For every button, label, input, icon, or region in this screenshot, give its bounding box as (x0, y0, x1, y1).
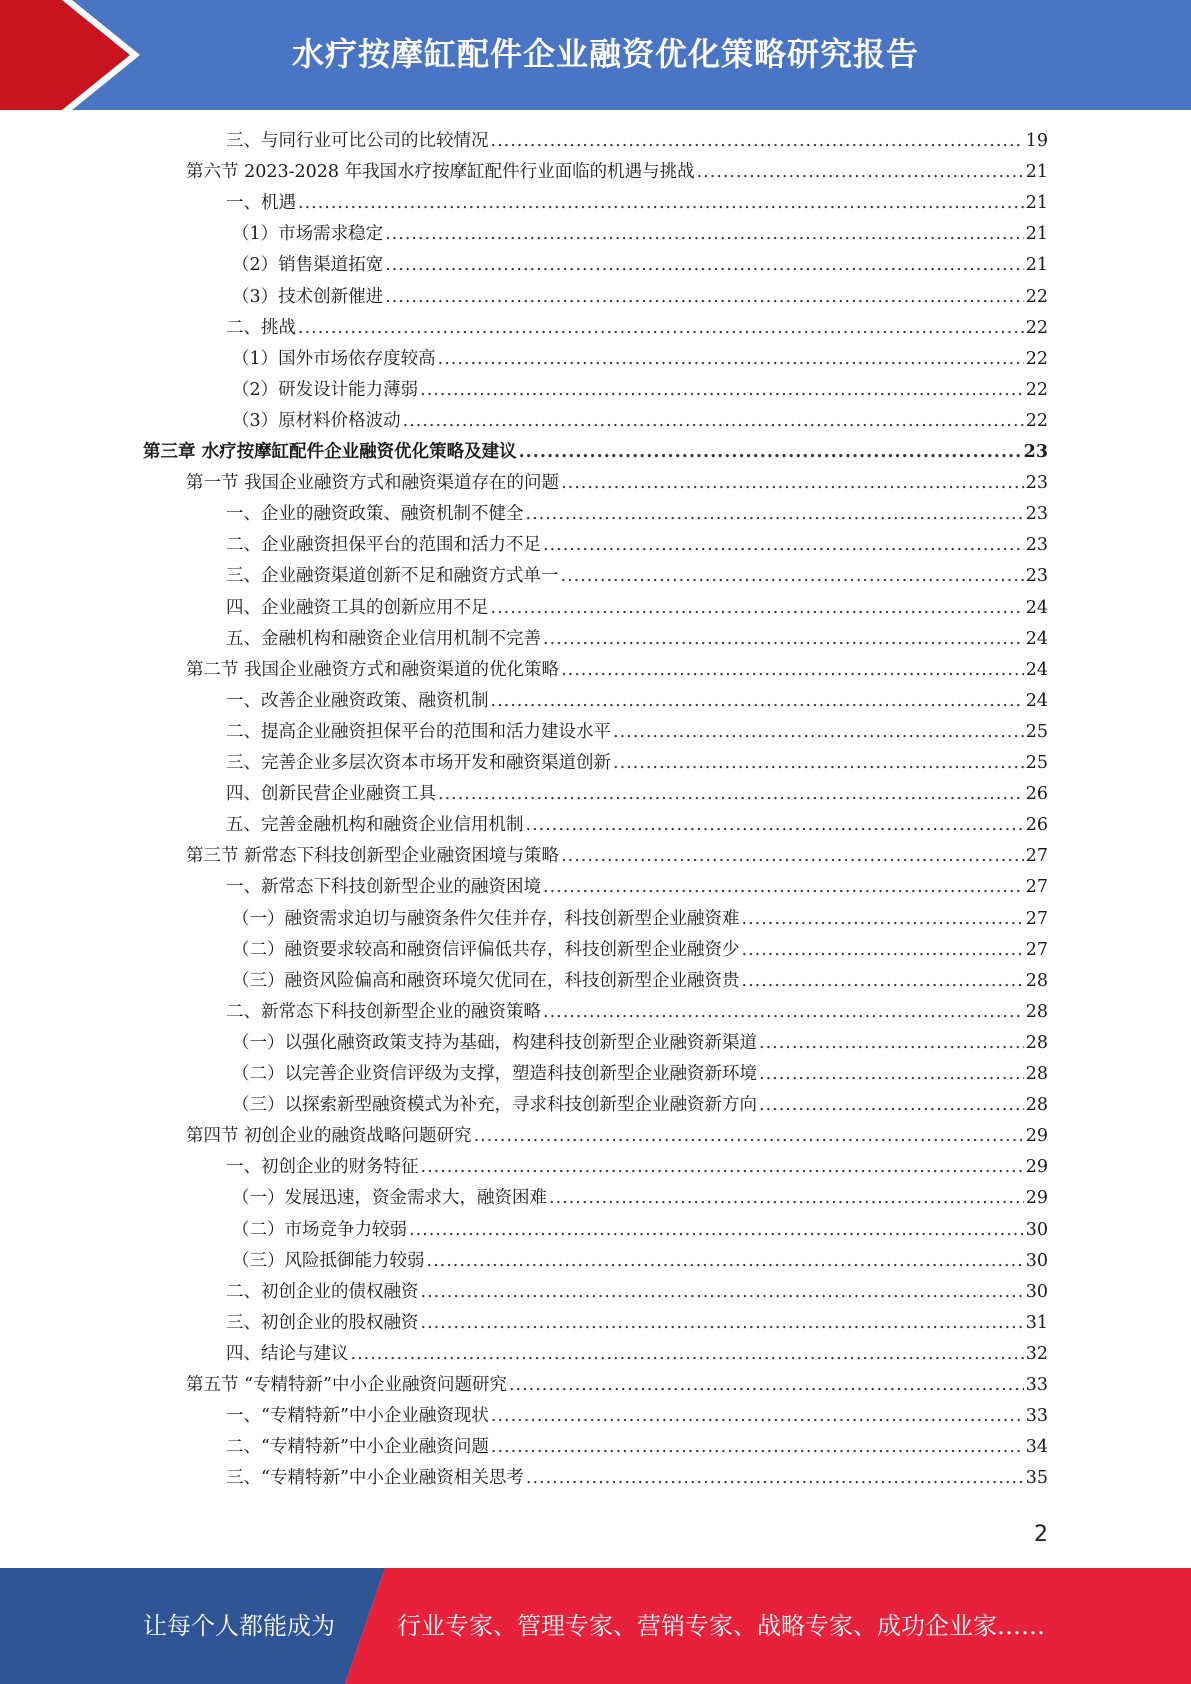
toc-entry-page: 30 (1025, 1281, 1048, 1302)
toc-leader-dots (759, 1033, 1024, 1053)
toc-leader-dots (491, 1406, 1024, 1426)
toc-entry-page: 29 (1025, 1188, 1048, 1209)
toc-entry[interactable] (232, 376, 1048, 407)
toc-entry-title: 二、新常态下科技创新型企业的融资策略 (226, 1001, 541, 1022)
toc-entry[interactable] (232, 905, 1048, 936)
toc-leader-dots (298, 318, 1024, 338)
toc-leader-dots (561, 566, 1024, 586)
toc-entry-page: 26 (1025, 815, 1048, 836)
toc-leader-dots (561, 473, 1024, 493)
toc-entry-page: 27 (1025, 908, 1048, 929)
toc-entry[interactable] (232, 1216, 1048, 1247)
toc-entry-title: 一、初创企业的财务特征 (226, 1157, 419, 1178)
toc-entry[interactable] (232, 1029, 1048, 1060)
toc-entry-page: 28 (1025, 1001, 1048, 1022)
toc-entry-page: 21 (1025, 193, 1048, 214)
toc-entry[interactable] (226, 780, 1048, 811)
toc-entry[interactable] (186, 1122, 1048, 1153)
toc-entry[interactable] (186, 1371, 1048, 1402)
toc-entry-page: 28 (1025, 1032, 1048, 1053)
footer-slogan-left: 让每个人都能成为 (143, 1612, 335, 1640)
toc-leader-dots (438, 784, 1024, 804)
toc-entry-title: 第二节 我国企业融资方式和融资渠道的优化策略 (186, 659, 560, 680)
toc-entry-title: 第三节 新常态下科技创新型企业融资困境与策略 (186, 846, 560, 867)
toc-entry-title: 一、机遇 (226, 193, 296, 214)
toc-entry[interactable] (232, 936, 1048, 967)
toc-entry-page: 28 (1025, 970, 1048, 991)
toc-entry-title: 一、“专精特新”中小企业融资现状 (226, 1406, 489, 1427)
toc-entry[interactable] (226, 531, 1048, 562)
toc-entry[interactable] (226, 1153, 1048, 1184)
toc-leader-dots (491, 131, 1024, 151)
toc-entry[interactable] (226, 1402, 1048, 1433)
toc-entry-title: 第五节 “专精特新”中小企业融资问题研究 (186, 1375, 507, 1395)
toc-entry[interactable] (232, 967, 1048, 998)
toc-entry[interactable] (226, 749, 1048, 780)
footer-slogan-right: 行业专家、管理专家、营销专家、战略专家、成功企业家…… (397, 1612, 1045, 1640)
page-header (0, 0, 1191, 110)
toc-entry[interactable] (186, 158, 1048, 189)
toc-leader-dots (351, 1344, 1024, 1364)
toc-entry[interactable] (226, 1433, 1048, 1464)
toc-entry[interactable] (226, 811, 1048, 842)
toc-leader-dots (543, 877, 1024, 897)
toc-leader-dots (561, 660, 1024, 680)
toc-leader-dots (474, 1126, 1024, 1146)
toc-entry[interactable] (226, 1278, 1048, 1309)
toc-entry[interactable] (232, 220, 1048, 251)
toc-leader-dots (759, 1095, 1024, 1115)
toc-entry-page: 29 (1025, 1157, 1048, 1178)
toc-entry-title: 三、初创企业的股权融资 (226, 1312, 419, 1333)
toc-leader-dots (697, 162, 1024, 182)
report-title: 水疗按摩缸配件企业融资优化策略研究报告 (291, 35, 919, 73)
toc-entry-title: 第三章 水疗按摩缸配件企业融资优化策略及建议 (143, 442, 517, 462)
toc-entry-page: 23 (1025, 535, 1048, 556)
toc-entry-title: （一）发展迅速，资金需求大，融资困难 (232, 1188, 547, 1209)
toc-leader-dots (420, 380, 1024, 400)
toc-entry[interactable] (226, 1309, 1048, 1340)
toc-leader-dots (385, 287, 1024, 307)
toc-leader-dots (561, 846, 1024, 866)
toc-entry[interactable] (232, 251, 1048, 282)
toc-entry-title: 四、创新民营企业融资工具 (226, 784, 436, 805)
toc-entry-page: 33 (1025, 1406, 1048, 1427)
toc-entry-title: 四、企业融资工具的创新应用不足 (226, 597, 489, 618)
toc-entry[interactable] (186, 469, 1048, 500)
toc-entry-page: 28 (1025, 1064, 1048, 1084)
toc-entry-title: 二、挑战 (226, 317, 296, 338)
toc-entry[interactable] (186, 842, 1048, 873)
toc-entry[interactable] (232, 407, 1048, 438)
toc-leader-dots (742, 971, 1024, 991)
toc-leader-dots (491, 691, 1024, 711)
page-number: 2 (1034, 1522, 1048, 1547)
toc-leader-dots (427, 1251, 1024, 1271)
toc-entry-page: 24 (1025, 690, 1048, 711)
toc-entry[interactable] (226, 718, 1048, 749)
toc-leader-dots (509, 1375, 1024, 1395)
page-footer (0, 1568, 1191, 1684)
toc-leader-dots (742, 940, 1024, 960)
toc-entry[interactable] (226, 873, 1048, 904)
toc-entry-title: （二）融资要求较高和融资信评偏低共存，科技创新型企业融资少 (232, 939, 740, 960)
toc-leader-dots (491, 1437, 1024, 1457)
toc-entry-page: 30 (1025, 1219, 1048, 1240)
toc-entry-title: （三）融资风险偏高和融资环境欠优同在，科技创新型企业融资贵 (232, 970, 740, 991)
toc-entry[interactable] (226, 594, 1048, 625)
toc-entry-title: 一、新常态下科技创新型企业的融资困境 (226, 877, 541, 898)
toc-entry[interactable] (226, 625, 1048, 656)
toc-entry-title: 三、“专精特新”中小企业融资相关思考 (226, 1468, 524, 1489)
toc-entry-title: （二）市场竞争力较弱 (232, 1219, 407, 1240)
toc-entry-page: 27 (1025, 877, 1048, 898)
toc-leader-dots (421, 1313, 1024, 1333)
toc-leader-dots (409, 1220, 1024, 1240)
toc-entry[interactable] (226, 562, 1048, 593)
toc-entry-title: 二、初创企业的债权融资 (226, 1281, 419, 1302)
toc-entry-page: 24 (1025, 597, 1048, 618)
toc-entry-title: 三、完善企业多层次资本市场开发和融资渠道创新 (226, 753, 611, 773)
toc-leader-dots (613, 753, 1024, 773)
toc-leader-dots (526, 1468, 1024, 1488)
toc-leader-dots (403, 411, 1024, 431)
toc-entry-title: 三、企业融资渠道创新不足和融资方式单一 (226, 566, 559, 587)
toc-entry-title: （二）以完善企业资信评级为支撑，塑造科技创新型企业融资新环境 (232, 1064, 757, 1084)
toc-entry-page: 33 (1025, 1375, 1048, 1395)
toc-leader-dots (526, 815, 1024, 835)
toc-entry-page: 21 (1025, 255, 1048, 276)
toc-entry-page: 24 (1025, 628, 1048, 649)
toc-entry-page: 25 (1025, 753, 1048, 773)
toc-entry[interactable] (226, 998, 1048, 1029)
toc-entry-title: 五、完善金融机构和融资企业信用机制 (226, 815, 524, 836)
toc-entry-page: 25 (1025, 721, 1048, 742)
toc-entry[interactable] (232, 1091, 1048, 1122)
toc-entry-title: 三、与同行业可比公司的比较情况 (226, 131, 489, 151)
toc-entry[interactable] (226, 189, 1048, 220)
toc-entry[interactable] (226, 500, 1048, 531)
toc-entry-title: 一、改善企业融资政策、融资机制 (226, 690, 489, 711)
toc-entry[interactable] (232, 345, 1048, 376)
toc-entry-title: 第六节 2023-2028 年我国水疗按摩缸配件行业面临的机遇与挑战 (186, 162, 695, 183)
toc-entry-title: （2）销售渠道拓宽 (232, 255, 384, 276)
toc-leader-dots (526, 504, 1024, 524)
toc-entry-title: 二、提高企业融资担保平台的范围和活力建设水平 (226, 721, 611, 742)
toc-entry-title: （一）以强化融资政策支持为基础，构建科技创新型企业融资新渠道 (232, 1032, 757, 1053)
toc-entry-title: 五、金融机构和融资企业信用机制不完善 (226, 628, 541, 649)
toc-entry-title: （三）以探索新型融资模式为补充，寻求科技创新型企业融资新方向 (232, 1095, 757, 1116)
toc-entry[interactable] (226, 687, 1048, 718)
toc-entry[interactable] (232, 1184, 1048, 1215)
toc-entry-page: 23 (1025, 504, 1048, 525)
toc-entry-page: 26 (1025, 784, 1048, 805)
toc-entry-page: 28 (1025, 1095, 1048, 1116)
toc-entry[interactable] (226, 1464, 1048, 1495)
toc-entry-title: （1）市场需求稳定 (232, 224, 384, 245)
toc-entry[interactable] (186, 656, 1048, 687)
toc-entry[interactable] (143, 438, 1048, 469)
toc-entry-page: 34 (1025, 1437, 1048, 1458)
toc-entry-page: 27 (1025, 846, 1048, 867)
toc-leader-dots (438, 349, 1024, 369)
toc-entry-title: 第四节 初创企业的融资战略问题研究 (186, 1126, 472, 1147)
toc-entry-page: 30 (1025, 1250, 1048, 1271)
toc-leader-dots (385, 224, 1024, 244)
toc-leader-dots (543, 1002, 1024, 1022)
toc-entry-page: 22 (1025, 348, 1048, 369)
toc-entry[interactable] (232, 283, 1048, 314)
toc-entry-page: 27 (1025, 939, 1048, 960)
toc-entry-page: 35 (1025, 1468, 1048, 1489)
toc-entry-title: （1）国外市场依存度较高 (232, 348, 436, 369)
toc-entry-title: （2）研发设计能力薄弱 (232, 379, 419, 400)
toc-leader-dots (491, 598, 1024, 618)
toc-entry[interactable] (232, 1060, 1048, 1091)
toc-entry-title: 四、结论与建议 (226, 1343, 349, 1364)
toc-entry[interactable] (226, 1340, 1048, 1371)
toc-entry-page: 22 (1025, 410, 1048, 431)
toc-entry-page: 29 (1025, 1126, 1048, 1147)
toc-entry-page: 23 (1023, 442, 1048, 462)
toc-entry-title: 一、企业的融资政策、融资机制不健全 (226, 504, 524, 525)
toc-entry-page: 24 (1025, 659, 1048, 680)
toc-entry-page: 23 (1025, 473, 1048, 494)
toc-entry-page: 31 (1025, 1312, 1048, 1333)
toc-entry-title: 二、企业融资担保平台的范围和活力不足 (226, 535, 541, 556)
toc-entry-page: 22 (1025, 286, 1048, 307)
toc-entry-title: 第一节 我国企业融资方式和融资渠道存在的问题 (186, 473, 560, 494)
toc-leader-dots (742, 909, 1024, 929)
toc-leader-dots (613, 722, 1024, 742)
toc-leader-dots (385, 255, 1024, 275)
toc-leader-dots (543, 535, 1024, 555)
toc-entry-title: （3）原材料价格波动 (232, 410, 401, 431)
toc-entry-page: 22 (1025, 317, 1048, 338)
toc-entry-page: 19 (1025, 131, 1048, 151)
toc-leader-dots (298, 193, 1024, 213)
toc-entry-page: 32 (1025, 1343, 1048, 1364)
toc-entry-page: 21 (1025, 162, 1048, 183)
toc-entry-page: 23 (1025, 566, 1048, 587)
toc-entry[interactable] (232, 1247, 1048, 1278)
toc-leader-dots (543, 629, 1024, 649)
toc-entry-title: （3）技术创新催进 (232, 286, 384, 307)
toc-leader-dots (519, 442, 1022, 462)
toc-entry-page: 21 (1025, 224, 1048, 245)
toc-leader-dots (421, 1282, 1024, 1302)
toc-entry-title: （一）融资需求迫切与融资条件欠佳并存，科技创新型企业融资难 (232, 908, 740, 929)
toc-entry[interactable] (226, 314, 1048, 345)
toc-entry[interactable] (226, 127, 1048, 158)
toc-entry-title: 二、“专精特新”中小企业融资问题 (226, 1437, 489, 1458)
toc-entry-title: （三）风险抵御能力较弱 (232, 1250, 425, 1271)
toc-entry-page: 22 (1025, 379, 1048, 400)
toc-leader-dots (549, 1188, 1024, 1208)
toc-leader-dots (421, 1157, 1024, 1177)
toc-leader-dots (759, 1064, 1024, 1084)
